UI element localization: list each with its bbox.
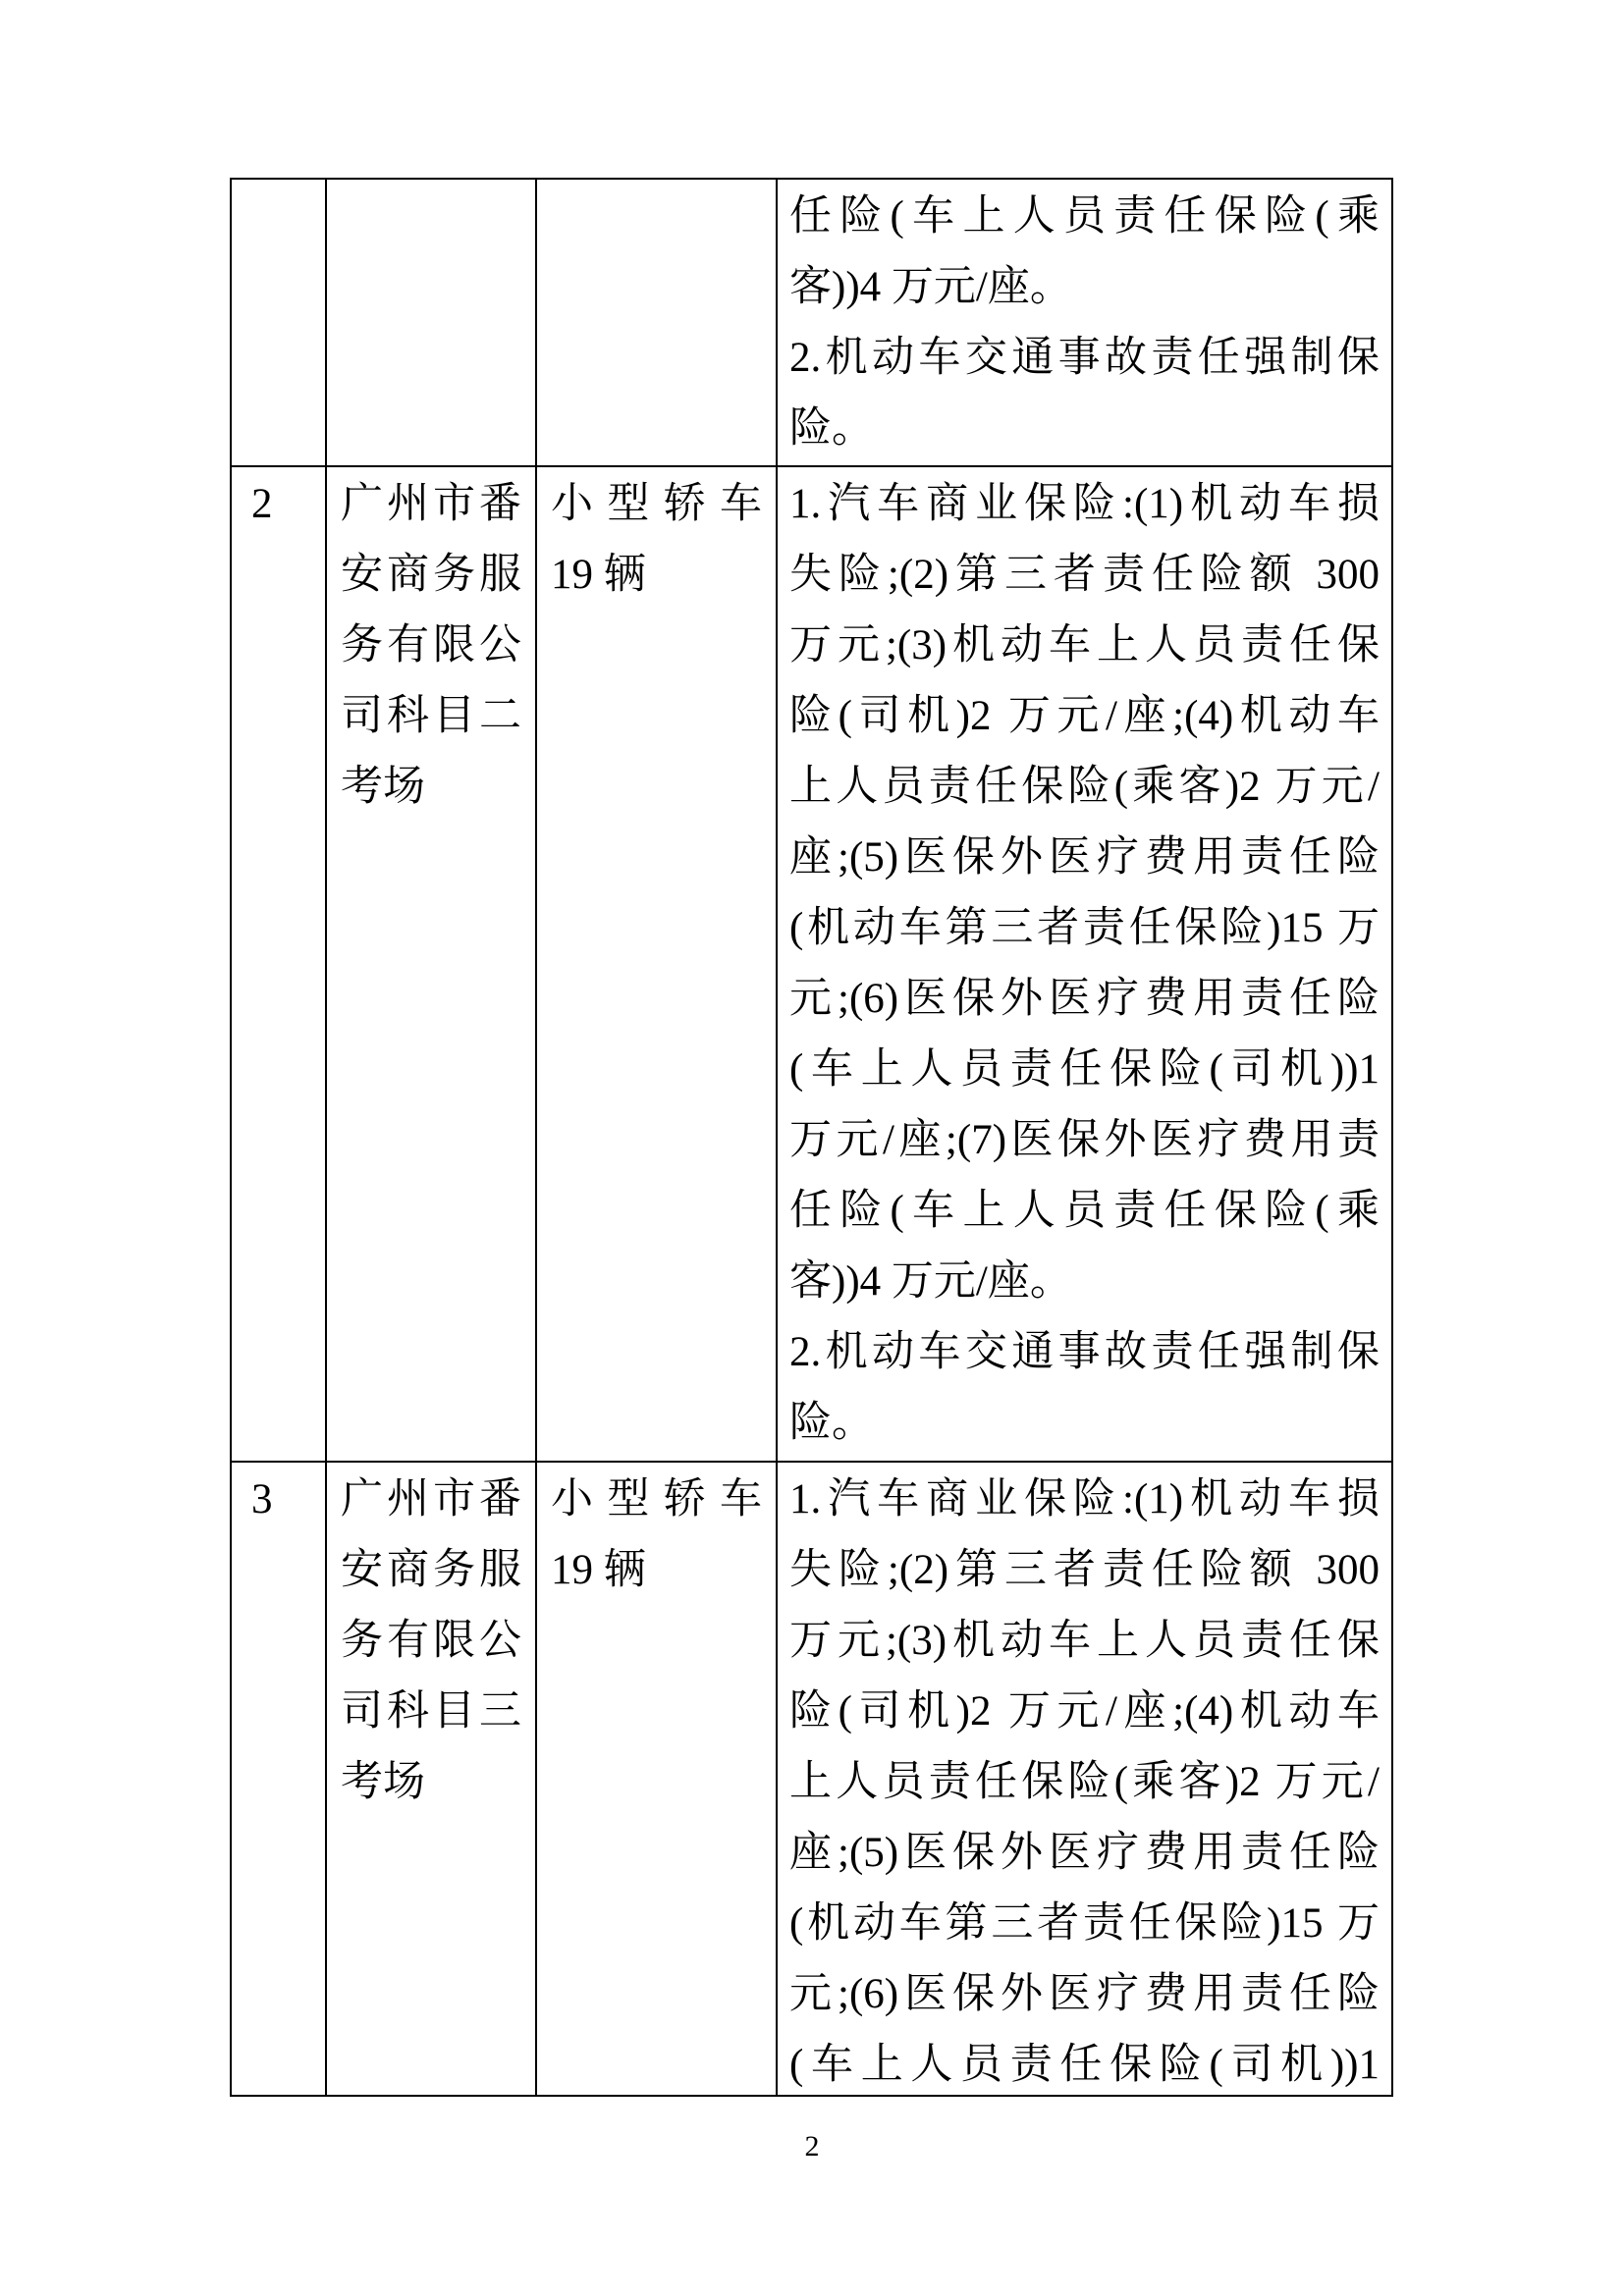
text-line: 1.汽车商业保险:(1)机动车损 [789,481,1380,527]
text-line: 万元;(3)机动车上人员责任保 [789,622,1380,668]
table-row [232,180,1391,467]
text-line: 1.汽车商业保险:(1)机动车损 [789,1476,1380,1522]
text-line: 上人员责任保险(乘客)2 万元/ [789,764,1380,810]
seq-cell [232,467,327,1461]
procurement-table [230,178,1393,2097]
text-line: 务有限公 [341,1618,521,1664]
text-line: 19 辆 [551,1547,646,1593]
seq-number: 2 [251,481,273,527]
text-line: 失险;(2)第三者责任险额 300 [789,552,1380,598]
text-line: 万元/座;(7)医保外医疗费用责 [789,1117,1380,1163]
venue-cell [327,467,537,1461]
text-line: 元;(6)医保外医疗费用责任险 [789,1971,1380,2017]
venue-cell [327,1463,537,2095]
seq-cell [232,180,327,465]
vehicle-cell [537,1463,778,2095]
text-line: 险(司机)2 万元/座;(4)机动车 [789,1688,1380,1735]
seq-cell [232,1463,327,2095]
vehicle-cell [537,180,778,465]
text-line: (机动车第三者责任保险)15 万 [789,1900,1380,1947]
insurance-cell [778,1463,1391,2095]
seq-number [251,182,325,252]
text-line: 司科目三 [341,1688,521,1735]
text-line: 座;(5)医保外医疗费用责任险 [789,1830,1380,1876]
seq-number: 3 [251,1476,273,1522]
text-line: (机动车第三者责任保险)15 万 [789,905,1380,951]
text-line: 元;(6)医保外医疗费用责任险 [789,976,1380,1022]
text-line: 2.机动车交通事故责任强制保 [789,1329,1380,1375]
text-line: 险。 [789,405,874,452]
insurance-cell [778,467,1391,1461]
text-line: 客))4 万元/座。 [789,1258,1072,1305]
text-line: 险。 [789,1400,874,1446]
text-line: 小型轿车 [551,1476,762,1522]
vehicle-cell [537,467,778,1461]
table-row [232,467,1391,1463]
text-line: 广州市番 [341,1476,521,1522]
insurance-cell [778,180,1391,465]
text-line: 险(司机)2 万元/座;(4)机动车 [789,693,1380,739]
text-line: 座;(5)医保外医疗费用责任险 [789,834,1380,881]
text-line: 考场 [341,764,425,810]
text-line: 任险(车上人员责任保险(乘 [789,1188,1380,1234]
text-line: (车上人员责任保险(司机))1 [789,2042,1380,2088]
text-line: 安商务服 [341,1547,521,1593]
text-line: 万元;(3)机动车上人员责任保 [789,1618,1380,1664]
text-line: 失险;(2)第三者责任险额 300 [789,1547,1380,1593]
text-line: 客))4 万元/座。 [789,264,1072,310]
text-line: 2.机动车交通事故责任强制保 [789,335,1380,381]
text-line: 任险(车上人员责任保险(乘 [789,193,1380,240]
text-line: 上人员责任保险(乘客)2 万元/ [789,1759,1380,1805]
venue-cell [327,180,537,465]
text-line: 考场 [341,1759,425,1805]
text-line: 安商务服 [341,552,521,598]
text-line: 19 辆 [551,552,646,598]
text-line: 小型轿车 [551,481,762,527]
text-line: 广州市番 [341,481,521,527]
text-line: 务有限公 [341,622,521,668]
table-row [232,1463,1391,2095]
text-line: (车上人员责任保险(司机))1 [789,1046,1380,1093]
page-number: 2 [804,2130,820,2163]
text-line: 司科目二 [341,693,521,739]
